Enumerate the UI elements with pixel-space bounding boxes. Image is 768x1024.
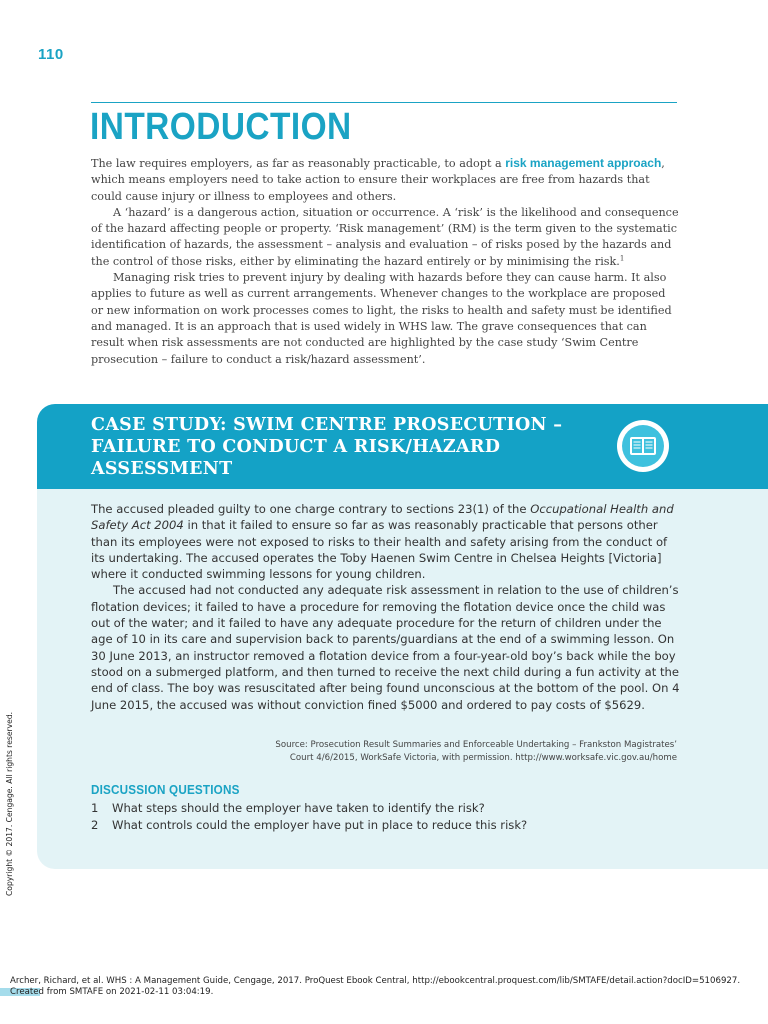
case-study-body bbox=[37, 489, 768, 869]
source-line-2: Court 4/6/2015, WorkSafe Victoria, with permission. http://www.worksafe.vic.gov.au/home bbox=[289, 753, 677, 763]
page-number: 110 bbox=[38, 46, 64, 63]
question-number: 1 bbox=[91, 801, 99, 815]
question-text: What steps should the employer have taken to identify the risk? bbox=[112, 801, 485, 815]
case-study-badge bbox=[617, 420, 669, 472]
footer-citation bbox=[10, 976, 760, 998]
question-number: 2 bbox=[91, 817, 99, 832]
case-paragraph-2: The accused had not conducted any adequate risk assessment in relation to the use of children’s flotation devices; it failed to have a procedure for removing the flotation device once the child was out of the water; and it failed to have any adequate procedure for the return of children under the age of 10 in its care and supervision back to parents/guardians at the end of a swimming lesson. On 30 June 2013, an instructor removed a flotation device from a four-year-old boy’s back while the boy stood on a submerged platform, and then turned to receive the next child during a fun activity at the end of class. The boy was resuscitated after being found unconscious at the bottom of the pool. On 4 June 2015, the accused was without conviction fined $5000 and ordered to pay costs of $5629. bbox=[91, 583, 680, 712]
intro-paragraph-2 bbox=[91, 205, 679, 270]
list-item bbox=[91, 817, 651, 834]
risk-management-approach-term: risk management approach bbox=[505, 156, 662, 170]
discussion-questions-list bbox=[91, 800, 651, 833]
footnote-marker: 1 bbox=[619, 254, 625, 263]
section-heading: INTRODUCTION bbox=[90, 106, 352, 148]
intro-p1-text-cont: , which means employers need to take action to ensure their workplaces are free from hazards that could cause injury or illness to employees and others. bbox=[91, 157, 665, 203]
case-study-text bbox=[91, 501, 681, 713]
open-book-icon bbox=[629, 435, 657, 457]
top-divider bbox=[91, 102, 677, 103]
list-item bbox=[91, 800, 651, 817]
case-title-line-1: CASE STUDY: SWIM CENTRE PROSECUTION – bbox=[91, 415, 563, 435]
case-paragraph-1 bbox=[91, 501, 681, 582]
case-study-title bbox=[91, 414, 591, 480]
question-text: What controls could the employer have put in place to reduce this risk? bbox=[112, 817, 528, 832]
citation-line-2: Created from SMTAFE on 2021-02-11 03:04:19. bbox=[10, 987, 214, 997]
source-citation bbox=[247, 739, 677, 765]
intro-paragraph-1 bbox=[91, 155, 679, 205]
introduction-body bbox=[91, 155, 679, 368]
case-p1-text: The accused pleaded guilty to one charge contrary to sections 23(1) of the bbox=[91, 502, 531, 516]
case-study-header bbox=[37, 404, 768, 489]
case-title-line-3: ASSESSMENT bbox=[91, 459, 233, 479]
act-title: Occupational Health and Safety Act 2004 bbox=[91, 502, 674, 533]
case-title-line-2: FAILURE TO CONDUCT A RISK/HAZARD bbox=[91, 437, 501, 457]
discussion-questions-heading: DISCUSSION QUESTIONS bbox=[91, 782, 240, 797]
intro-paragraph-3: Managing risk tries to prevent injury by dealing with hazards before they can cause harm. It also applies to future as well as current arrangements. Whenever changes to the workplace are proposed or new information on work processes comes to light, the risks to health and safety must be identified and managed. It is an approach that is used widely in WHS law. The grave consequences that can result when risk assessments are not conducted are highlighted by the case study ‘Swim Centre prosecution – failure to conduct a risk/hazard assessment’. bbox=[91, 271, 672, 366]
intro-p2-text: A ‘hazard’ is a dangerous action, situation or occurrence. A ‘risk’ is the likelihood and consequence of the hazard affecting people or property. ‘Risk management’ (RM) is the term given to the systematic identification of hazards, the assessment – analysis and evaluation – of risks posed by the hazards and the control of those risks, either by eliminating the hazard entirely or by minimising the risk. bbox=[91, 205, 679, 268]
source-line-1: Source: Prosecution Result Summaries and Enforceable Undertaking – Frankston Magistrates’ bbox=[275, 740, 677, 750]
copyright-notice: Copyright © 2017. Cengage. All rights reserved. bbox=[5, 711, 14, 896]
citation-line-1: Archer, Richard, et al. WHS : A Management Guide, Cengage, 2017. ProQuest Ebook Central, http://ebookcentral.proquest.com/lib/SMTAFE/detail.action?docID=5106927. bbox=[10, 976, 741, 986]
case-p1-text-cont: in that it failed to ensure so far as was reasonably practicable that persons other than its employees were not exposed to risks to their health and safety arising from the conduct of its undertaking. The accused operates the Toby Haenen Swim Centre in Chelsea Heights [Victoria] where it conducted swimming lessons for young children. bbox=[91, 518, 668, 582]
intro-p1-text: The law requires employers, as far as reasonably practicable, to adopt a bbox=[91, 157, 506, 170]
